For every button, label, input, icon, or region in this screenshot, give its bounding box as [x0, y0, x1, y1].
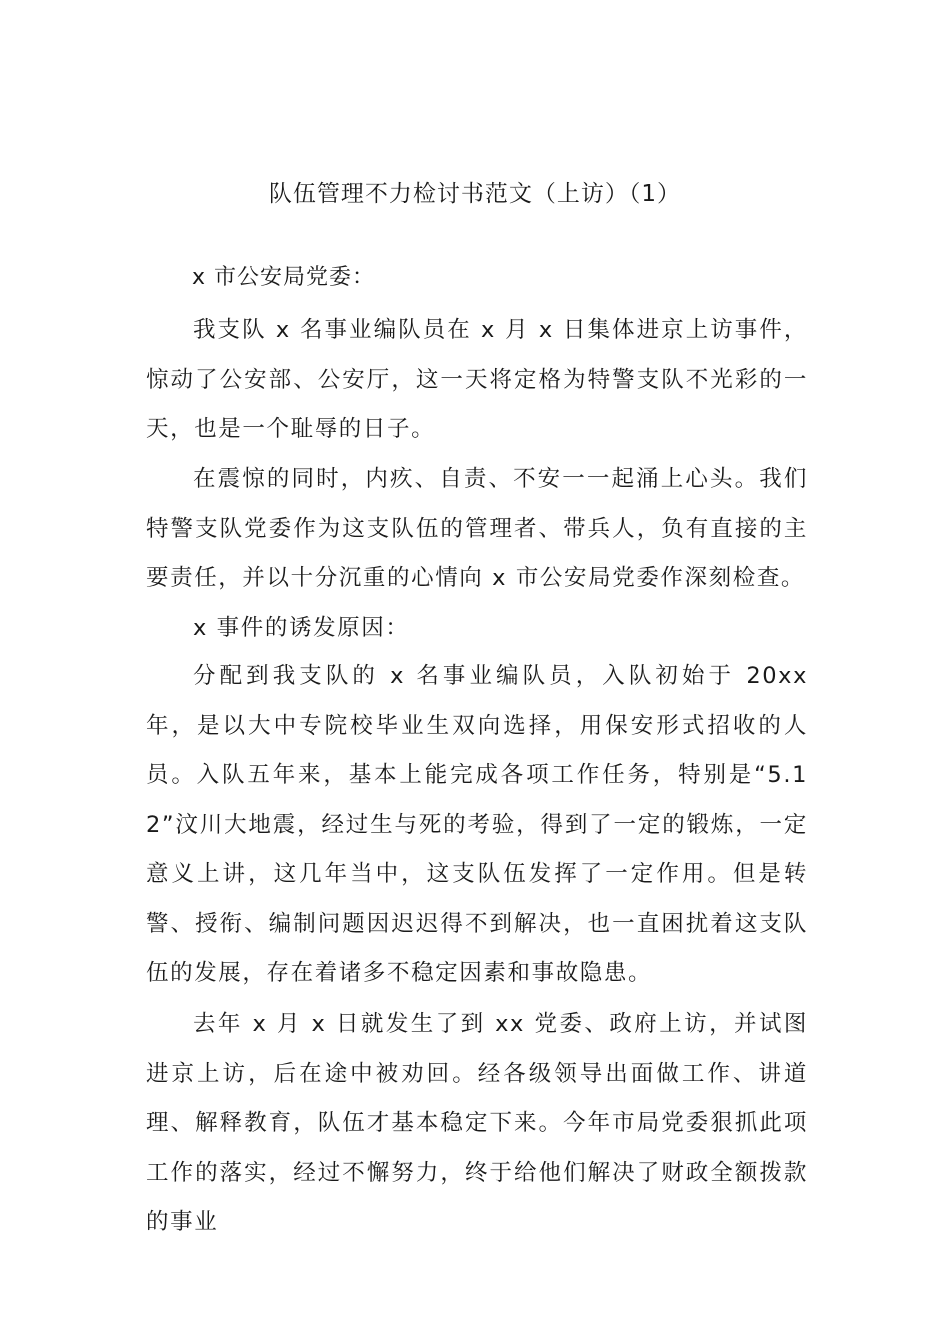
- paragraph-background: 分配到我支队的 x 名事业编队员，入队初始于 20xx 年，是以大中专院校毕业生双向选择，用保安形式招收的人员。入队五年来，基本上能完成各项工作任务，特别是“5.12”汶川大地震，经过生与死的考验，得到了一定的锻炼，一定意义上讲，这几年当中，这支队伍发挥了一定作用。但是转警、授衔、编制问题因迟迟得不到解决，也一直困扰着这支队伍的发展，存在着诸多不稳定因素和事故隐患。: [146, 663, 808, 986]
- paragraph-responsibility: 在震惊的同时，内疚、自责、不安一一起涌上心头。我们特警支队党委作为这支队伍的管理者、带兵人，负有直接的主要责任，并以十分沉重的心情向 x 市公安局党委作深刻检查。: [146, 466, 808, 591]
- paragraph-cause-heading: x 事件的诱发原因：: [193, 615, 410, 641]
- paragraph-incident: 我支队 x 名事业编队员在 x 月 x 日集体进京上访事件，惊动了公安部、公安厅，这一天将定格为特警支队不光彩的一天，也是一个耻辱的日子。: [146, 317, 808, 442]
- document-title: 队伍管理不力检讨书范文（上访）（1）: [268, 181, 682, 207]
- paragraph-previous-petition: 去年 x 月 x 日就发生了到 xx 党委、政府上访，并试图进京上访，后在途中被劝回。经各级领导出面做工作、讲道理、解释教育，队伍才基本稳定下来。今年市局党委狠抓此项工作的落实，经过不懈努力，终于给他们解决了财政全额拨款的事业: [146, 1011, 808, 1235]
- salutation: x 市公安局党委：: [192, 265, 376, 290]
